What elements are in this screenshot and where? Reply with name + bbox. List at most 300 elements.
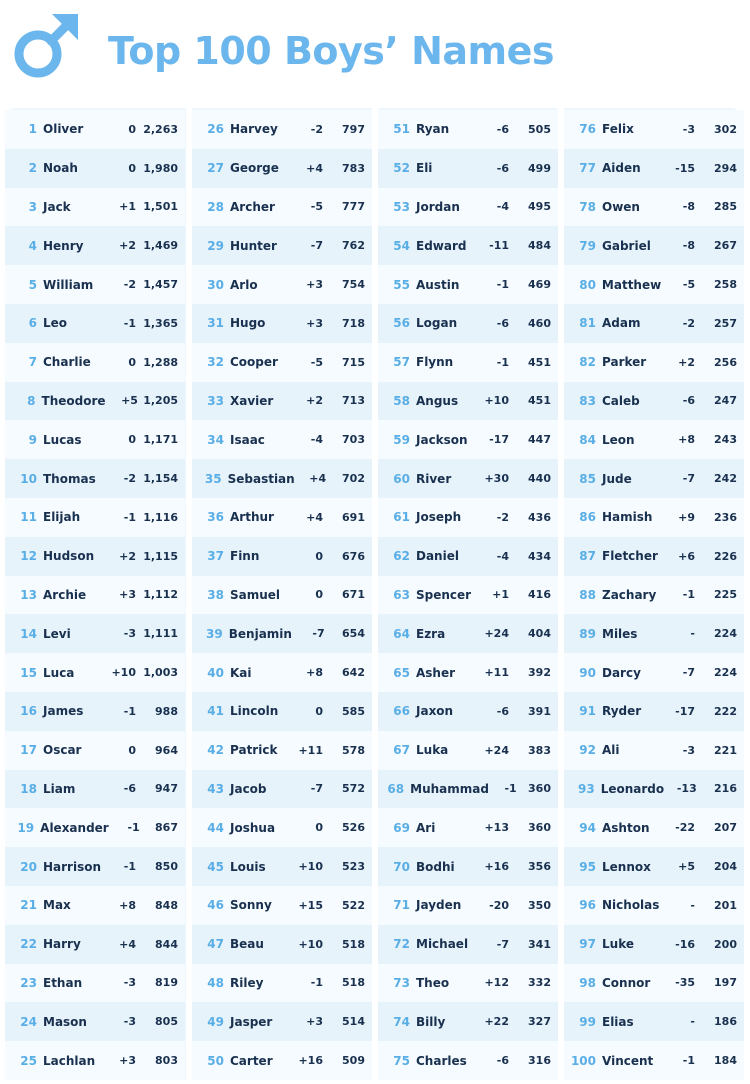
birth-count: 267 (714, 239, 737, 253)
table-row (564, 1002, 744, 1041)
birth-count: 257 (714, 316, 737, 330)
table-row (564, 925, 744, 964)
birth-count: 783 (342, 161, 365, 175)
rank-number: 72 (393, 937, 410, 952)
name-cell: Aiden (602, 161, 641, 176)
rank-change: +13 (484, 821, 509, 835)
birth-count: 236 (714, 510, 737, 524)
table-row (564, 382, 744, 421)
name-cell: Liam (43, 781, 76, 796)
rank-number: 62 (393, 549, 410, 564)
rank-change: -1 (123, 316, 136, 330)
birth-count: 200 (714, 937, 737, 951)
rank-number: 19 (17, 820, 35, 835)
rank-change: +24 (484, 743, 509, 757)
birth-count: 715 (342, 355, 365, 369)
name-cell: Luca (43, 665, 75, 680)
rank-change: +4 (119, 937, 136, 951)
name-cell: Luke (602, 937, 634, 952)
rank-number: 69 (393, 820, 410, 835)
rank-change: +16 (484, 860, 509, 874)
rank-change: +8 (678, 433, 695, 447)
birth-count: 654 (342, 627, 365, 641)
rank-number: 43 (207, 781, 224, 796)
name-cell: Adam (602, 316, 641, 331)
rank-number: 6 (28, 316, 37, 331)
name-cell: Matthew (601, 277, 662, 292)
rank-change: +1 (492, 588, 509, 602)
rank-number: 12 (20, 549, 37, 564)
table-row (5, 886, 185, 925)
name-cell: Levi (43, 626, 71, 641)
rank-change: +16 (298, 1054, 323, 1068)
rank-change: -11 (489, 239, 509, 253)
name-cell: Carter (230, 1053, 273, 1068)
name-cell: Henry (43, 238, 84, 253)
table-row (192, 770, 372, 809)
rank-number: 55 (393, 277, 410, 292)
table-row (378, 149, 558, 188)
rank-change: -1 (496, 278, 509, 292)
table-row (192, 1002, 372, 1041)
table-row (192, 576, 372, 615)
name-cell: William (43, 277, 94, 292)
name-cell: Zachary (602, 587, 657, 602)
table-row (378, 343, 558, 382)
rank-number: 93 (577, 781, 595, 796)
name-cell: Gabriel (602, 238, 651, 253)
name-cell: Archer (230, 199, 275, 214)
table-row (5, 304, 185, 343)
rank-number: 92 (579, 743, 596, 758)
table-row (564, 692, 744, 731)
table-row (192, 459, 372, 498)
rank-change: +5 (121, 394, 138, 408)
name-cell: Ari (416, 820, 436, 835)
birth-count: 844 (155, 937, 178, 951)
rank-change: +6 (678, 549, 695, 563)
table-row (5, 110, 185, 149)
birth-count: 247 (714, 394, 737, 408)
birth-count: 518 (342, 976, 365, 990)
birth-count: 356 (528, 860, 551, 874)
name-cell: Oscar (43, 743, 82, 758)
table-row (192, 614, 372, 653)
birth-count: 850 (155, 860, 178, 874)
table-row (5, 770, 185, 809)
table-row (5, 537, 185, 576)
names-column-3 (378, 110, 558, 1078)
name-cell: Spencer (416, 587, 472, 602)
rank-change: +10 (298, 860, 323, 874)
name-cell: Charles (416, 1053, 467, 1068)
birth-count: 514 (342, 1015, 365, 1029)
rank-number: 57 (393, 355, 410, 370)
birth-count: 964 (155, 743, 178, 757)
birth-count: 676 (342, 549, 365, 563)
name-cell: Muhammad (410, 781, 489, 796)
table-row (378, 304, 558, 343)
name-cell: Beau (230, 937, 264, 952)
rank-change: -1 (310, 976, 323, 990)
rank-change: +12 (484, 976, 509, 990)
birth-count: 1,111 (143, 627, 178, 641)
table-row (378, 653, 558, 692)
rank-change: +2 (306, 394, 323, 408)
birth-count: 819 (155, 976, 178, 990)
name-cell: Charlie (43, 355, 91, 370)
rank-number: 34 (207, 432, 224, 447)
rank-change: +8 (306, 666, 323, 680)
birth-count: 1,205 (143, 394, 178, 408)
birth-count: 2,263 (143, 122, 178, 136)
name-cell: Leonardo (600, 781, 665, 796)
table-row (564, 265, 744, 304)
name-cell: Ethan (43, 975, 83, 990)
name-cell: Ashton (602, 820, 650, 835)
table-row (378, 498, 558, 537)
rank-change: -2 (310, 122, 323, 136)
table-row (378, 770, 558, 809)
birth-count: 184 (714, 1054, 737, 1068)
rank-number: 58 (393, 393, 410, 408)
table-row (192, 382, 372, 421)
birth-count: 316 (528, 1054, 551, 1068)
rank-number: 81 (579, 316, 596, 331)
names-table (5, 108, 741, 1080)
birth-count: 777 (342, 200, 365, 214)
birth-count: 867 (155, 821, 178, 835)
rank-number: 22 (20, 937, 37, 952)
birth-count: 1,288 (143, 355, 178, 369)
rank-number: 32 (207, 355, 224, 370)
table-row (5, 808, 185, 847)
table-row (5, 964, 185, 1003)
birth-count: 224 (714, 666, 737, 680)
table-row (378, 614, 558, 653)
rank-number: 86 (579, 510, 596, 525)
name-cell: Elias (602, 1014, 634, 1029)
table-row (378, 382, 558, 421)
rank-change: - (690, 627, 695, 641)
rank-change: 0 (128, 122, 136, 136)
name-cell: Hudson (43, 549, 95, 564)
birth-count: 186 (714, 1015, 737, 1029)
rank-number: 77 (579, 161, 596, 176)
table-row (564, 886, 744, 925)
rank-change: +30 (484, 472, 509, 486)
birth-count: 451 (528, 394, 551, 408)
rank-number: 47 (207, 937, 224, 952)
rank-number: 46 (207, 898, 224, 913)
name-cell: Ezra (416, 626, 446, 641)
table-row (192, 925, 372, 964)
birth-count: 360 (528, 782, 551, 796)
rank-change: -1 (123, 704, 136, 718)
rank-number: 44 (207, 820, 224, 835)
rank-change: +3 (306, 316, 323, 330)
table-row (564, 149, 744, 188)
rank-change: -8 (682, 200, 695, 214)
birth-count: 1,365 (143, 316, 178, 330)
rank-change: +2 (678, 355, 695, 369)
table-row (564, 770, 744, 809)
rank-number: 59 (393, 432, 410, 447)
table-row (5, 265, 185, 304)
name-cell: Austin (416, 277, 460, 292)
rank-change: +4 (309, 472, 327, 486)
birth-count: 391 (528, 704, 551, 718)
table-row (5, 1041, 185, 1080)
birth-count: 805 (155, 1015, 178, 1029)
birth-count: 523 (342, 860, 365, 874)
name-cell: Harvey (230, 122, 278, 137)
rank-number: 85 (579, 471, 596, 486)
rank-change: -2 (496, 510, 509, 524)
table-row (378, 420, 558, 459)
name-cell: Jaxon (416, 704, 454, 719)
rank-number: 8 (27, 393, 36, 408)
birth-count: 332 (528, 976, 551, 990)
name-cell: Louis (230, 859, 266, 874)
name-cell: Asher (416, 665, 456, 680)
birth-count: 302 (714, 122, 737, 136)
name-cell: Thomas (43, 471, 96, 486)
rank-number: 94 (579, 820, 596, 835)
rank-change: 0 (315, 549, 323, 563)
table-row (378, 964, 558, 1003)
rank-change: -1 (496, 355, 509, 369)
table-row (378, 459, 558, 498)
rank-number: 56 (393, 316, 410, 331)
name-cell: Eli (416, 161, 433, 176)
table-row (5, 847, 185, 886)
name-cell: Lennox (602, 859, 651, 874)
rank-number: 10 (20, 471, 37, 486)
name-cell: Ryder (602, 704, 642, 719)
rank-change: 0 (315, 821, 323, 835)
names-column-1 (5, 110, 185, 1078)
name-cell: Archie (43, 587, 87, 602)
rank-number: 38 (207, 587, 224, 602)
birth-count: 499 (528, 161, 551, 175)
birth-count: 436 (528, 510, 551, 524)
name-cell: Fletcher (602, 549, 658, 564)
birth-count: 988 (155, 704, 178, 718)
birth-count: 224 (714, 627, 737, 641)
name-cell: Sonny (230, 898, 272, 913)
rank-change: -7 (312, 627, 325, 641)
name-cell: Leo (43, 316, 68, 331)
birth-count: 848 (155, 898, 178, 912)
table-row (378, 692, 558, 731)
rank-change: +11 (298, 743, 323, 757)
name-cell: Darcy (602, 665, 641, 680)
table-row (5, 692, 185, 731)
rank-number: 83 (579, 393, 596, 408)
table-row (192, 964, 372, 1003)
rank-change: -13 (676, 782, 697, 796)
name-cell: Daniel (416, 549, 459, 564)
name-cell: Xavier (230, 393, 274, 408)
birth-count: 797 (342, 122, 365, 136)
table-row (5, 188, 185, 227)
name-cell: Ali (602, 743, 620, 758)
rank-number: 24 (20, 1014, 37, 1029)
name-cell: Arthur (230, 510, 274, 525)
rank-change: +24 (484, 627, 509, 641)
rank-number: 68 (387, 781, 405, 796)
name-cell: Theodore (41, 393, 106, 408)
rank-number: 9 (28, 432, 37, 447)
rank-change: -35 (675, 976, 695, 990)
name-cell: Miles (602, 626, 638, 641)
rank-change: +9 (678, 510, 695, 524)
rank-change: -2 (123, 278, 136, 292)
birth-count: 572 (342, 782, 365, 796)
rank-change: 0 (315, 588, 323, 602)
rank-change: -5 (310, 355, 323, 369)
rank-change: -4 (496, 549, 509, 563)
rank-change: +1 (119, 200, 136, 214)
birth-count: 1,112 (143, 588, 178, 602)
rank-change: -17 (489, 433, 509, 447)
name-cell: Cooper (230, 355, 278, 370)
rank-change: +3 (119, 1054, 136, 1068)
table-row (564, 808, 744, 847)
rank-change: +10 (111, 666, 136, 680)
name-cell: Noah (43, 161, 78, 176)
rank-number: 60 (393, 471, 410, 486)
table-row (5, 149, 185, 188)
rank-change: 0 (315, 704, 323, 718)
rank-change: -2 (123, 472, 136, 486)
birth-count: 1,154 (143, 472, 178, 486)
rank-change: -6 (123, 782, 136, 796)
birth-count: 383 (528, 743, 551, 757)
name-cell: Vincent (602, 1053, 654, 1068)
name-cell: Owen (602, 199, 640, 214)
rank-number: 36 (207, 510, 224, 525)
rank-change: +3 (306, 278, 323, 292)
table-row (564, 653, 744, 692)
rank-number: 40 (207, 665, 224, 680)
rank-number: 98 (579, 975, 596, 990)
birth-count: 360 (528, 821, 551, 835)
name-cell: Connor (602, 975, 651, 990)
rank-change: -4 (310, 433, 323, 447)
rank-change: -7 (310, 782, 323, 796)
name-cell: Finn (230, 549, 260, 564)
name-cell: Alexander (40, 820, 109, 835)
rank-number: 13 (20, 587, 37, 602)
birth-count: 222 (714, 704, 737, 718)
table-row (564, 226, 744, 265)
rank-number: 67 (393, 743, 410, 758)
name-cell: Benjamin (228, 626, 292, 641)
rank-change: -1 (127, 821, 140, 835)
name-cell: Leon (602, 432, 635, 447)
table-row (378, 576, 558, 615)
rank-number: 82 (579, 355, 596, 370)
name-cell: Caleb (602, 393, 640, 408)
table-row (192, 731, 372, 770)
rank-number: 96 (579, 898, 596, 913)
table-row (192, 537, 372, 576)
birth-count: 713 (342, 394, 365, 408)
table-row (192, 498, 372, 537)
table-row (378, 1002, 558, 1041)
rank-number: 3 (28, 199, 37, 214)
rank-number: 100 (570, 1053, 596, 1068)
name-cell: James (43, 704, 84, 719)
birth-count: 447 (528, 433, 551, 447)
name-cell: Harrison (43, 859, 102, 874)
birth-count: 484 (528, 239, 551, 253)
rank-number: 16 (20, 704, 37, 719)
table-row (5, 382, 185, 421)
names-column-2 (192, 110, 372, 1078)
rank-change: -20 (489, 898, 509, 912)
names-column-4 (564, 110, 744, 1078)
table-row (564, 459, 744, 498)
rank-number: 61 (393, 510, 410, 525)
birth-count: 642 (342, 666, 365, 680)
birth-count: 201 (714, 898, 737, 912)
rank-change: -17 (675, 704, 695, 718)
name-cell: Hugo (230, 316, 266, 331)
rank-number: 53 (393, 199, 410, 214)
rank-change: -1 (123, 510, 136, 524)
name-cell: Mason (43, 1014, 87, 1029)
rank-number: 23 (20, 975, 37, 990)
name-cell: Elijah (43, 510, 81, 525)
rank-change: +5 (678, 860, 695, 874)
birth-count: 1,501 (143, 200, 178, 214)
rank-number: 75 (393, 1053, 410, 1068)
table-row (5, 614, 185, 653)
table-row (564, 343, 744, 382)
name-cell: Jude (602, 471, 632, 486)
rank-number: 78 (579, 199, 596, 214)
name-cell: Sebastian (227, 471, 295, 486)
rank-change: -2 (682, 316, 695, 330)
birth-count: 451 (528, 355, 551, 369)
name-cell: Michael (416, 937, 469, 952)
birth-count: 469 (528, 278, 551, 292)
table-row (564, 614, 744, 653)
table-row (378, 537, 558, 576)
birth-count: 495 (528, 200, 551, 214)
table-row (192, 110, 372, 149)
rank-number: 51 (393, 122, 410, 137)
name-cell: Patrick (230, 743, 278, 758)
birth-count: 350 (528, 898, 551, 912)
rank-number: 88 (579, 587, 596, 602)
birth-count: 225 (714, 588, 737, 602)
table-row (192, 304, 372, 343)
table-row (5, 1002, 185, 1041)
birth-count: 518 (342, 937, 365, 951)
birth-count: 1,003 (143, 666, 178, 680)
table-row (564, 847, 744, 886)
rank-number: 89 (579, 626, 596, 641)
rank-change: -1 (682, 588, 695, 602)
table-row (192, 188, 372, 227)
birth-count: 460 (528, 316, 551, 330)
rank-change: -7 (310, 239, 323, 253)
rank-number: 37 (207, 549, 224, 564)
